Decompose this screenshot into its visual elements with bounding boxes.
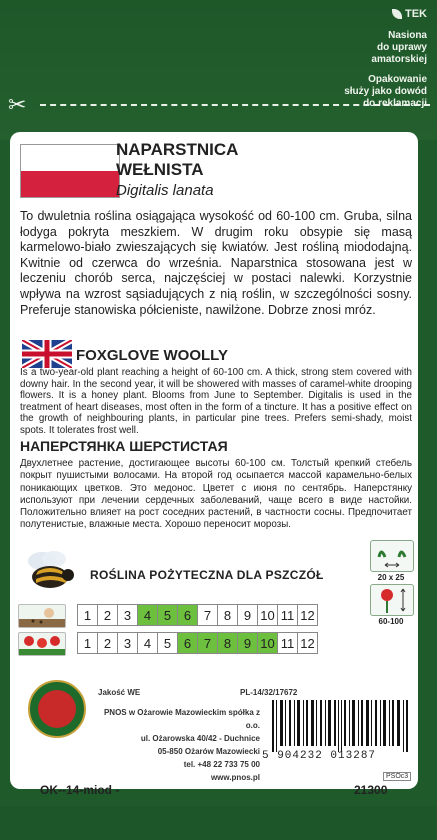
psoc-code: PSOc3 — [383, 772, 411, 781]
flowering-month: 9 — [237, 632, 258, 654]
sowing-month: 9 — [237, 604, 258, 626]
packaging-notice: Opakowanie służy jako dowód do reklamacji — [344, 74, 427, 109]
description-ru: Двухлетнее растение, достигающее высоты 60-100 см. Толстый крепкий стебель покрыт пушистыми волосами. На второй год осыпается массой карамельно-белых поникающих цветков. Это медонос. Цветет с июня по сентябрь. Наперстянку используют при лечении сердечных заболеваний, чаще всего в виде настойки. Положительно влияет на рост соседних растений, в частности сосны. Предпочитает полутенистые, влажные места. Хорошо переносит морозы. — [20, 458, 412, 531]
sowing-month: 3 — [117, 604, 138, 626]
title-en: FOXGLOVE WOOLLY — [76, 347, 228, 364]
description-pl: To dwuletnia roślina osiągająca wysokość od 60-100 cm. Gruba, silna łodyga pokryta meszkiem. W drugim roku obsypie się masą karmelowo-biało zwieszających się kwiatów. Jest rośliną miododajną. Kwitnie od czerwca do września. Naparstnica stosowana jest w leczeniu chorób serca, najczęściej w postaci nalewki. Korzystnie wpływa na wzrost sąsiadujących z nią roślin, w szczególności sosny. Preferuje stanowiska półcieniste, nawilżone. Dobrze znosi mróz. — [20, 209, 412, 317]
barcode-number: 5 904232 013287 — [262, 750, 377, 762]
product-number: 21300 — [354, 783, 388, 797]
scissors-icon: ✂ — [8, 92, 27, 117]
barcode — [268, 700, 416, 752]
logo-emblem — [38, 690, 76, 728]
label-card — [10, 132, 418, 797]
flowering-month: 7 — [197, 632, 218, 654]
company-address: PNOS w Ożarowie Mazowieckim spółka z o.o. ul. Ożarowska 40/42 - Duchnice 05-850 Ożarów Mazowiecki tel. +48 22 733 75 00 www.pnos.pl — [103, 708, 260, 782]
title-ru: НАПЕРСТЯНКА ШЕРСТИСТАЯ — [20, 438, 228, 454]
sowing-month: 6 — [177, 604, 198, 626]
spacing-label: 20 x 25 — [377, 573, 405, 582]
registry-code: PL-14/32/17672 — [240, 688, 298, 697]
flowering-month: 11 — [277, 632, 298, 654]
sowing-icon — [18, 604, 66, 628]
product-code: OK--14-miod - — [40, 783, 120, 797]
height-icon — [370, 584, 414, 616]
spacing-icon — [370, 540, 414, 572]
latin-name: Digitalis lanata — [116, 182, 214, 199]
brand-logo: TEK — [392, 8, 427, 20]
sowing-month: 7 — [197, 604, 218, 626]
flowering-month: 6 — [177, 632, 198, 654]
bottom-strip — [0, 806, 437, 840]
company-logo — [28, 680, 86, 738]
flowering-month: 3 — [117, 632, 138, 654]
sowing-month: 11 — [277, 604, 298, 626]
bee-friendly-label: ROŚLINA POŻYTECZNA DLA PSZCZÓŁ — [90, 568, 324, 582]
flowering-month: 12 — [297, 632, 318, 654]
flowering-month: 2 — [97, 632, 118, 654]
flowering-icon — [18, 632, 66, 656]
height-label: 60-100 — [378, 617, 404, 626]
title-pl: NAPARSTNICA WEŁNISTA — [116, 140, 239, 179]
flowering-month: 10 — [257, 632, 278, 654]
description-en: Is a two-year-old plant reaching a height of 60-100 cm. A thick, strong stem covered with downy hair. In the second year, it will be showered with masses of caramel-white drooping flowers. It is a honey plant. Blooms from June to September. Digitalis is used in the treatment of heart diseases, most often in the form of a tincture. It has a positive effect on the growth of neighbouring plants, in particular pine trees. Prefers semi-shady, moist spots. It tolerates frost well. — [20, 367, 412, 436]
flowering-month: 5 — [157, 632, 178, 654]
flowering-month: 8 — [217, 632, 238, 654]
sowing-calendar — [18, 604, 318, 628]
flowering-month: 4 — [137, 632, 158, 654]
bee-icon — [24, 549, 79, 594]
polish-flag-icon — [20, 144, 120, 198]
sowing-month: 2 — [97, 604, 118, 626]
quality-label: Jakość WE — [98, 688, 141, 697]
cut-line — [40, 104, 430, 106]
flowering-month: 1 — [77, 632, 98, 654]
sowing-month: 5 — [157, 604, 178, 626]
flowering-calendar — [18, 632, 318, 656]
header-background — [0, 0, 437, 140]
sowing-month: 1 — [77, 604, 98, 626]
leaf-icon — [392, 9, 402, 19]
amateur-notice: Nasiona do uprawy amatorskiej — [371, 30, 427, 65]
sowing-month: 10 — [257, 604, 278, 626]
uk-flag-icon — [22, 340, 72, 368]
sowing-month: 12 — [297, 604, 318, 626]
sowing-month: 4 — [137, 604, 158, 626]
sowing-month: 8 — [217, 604, 238, 626]
